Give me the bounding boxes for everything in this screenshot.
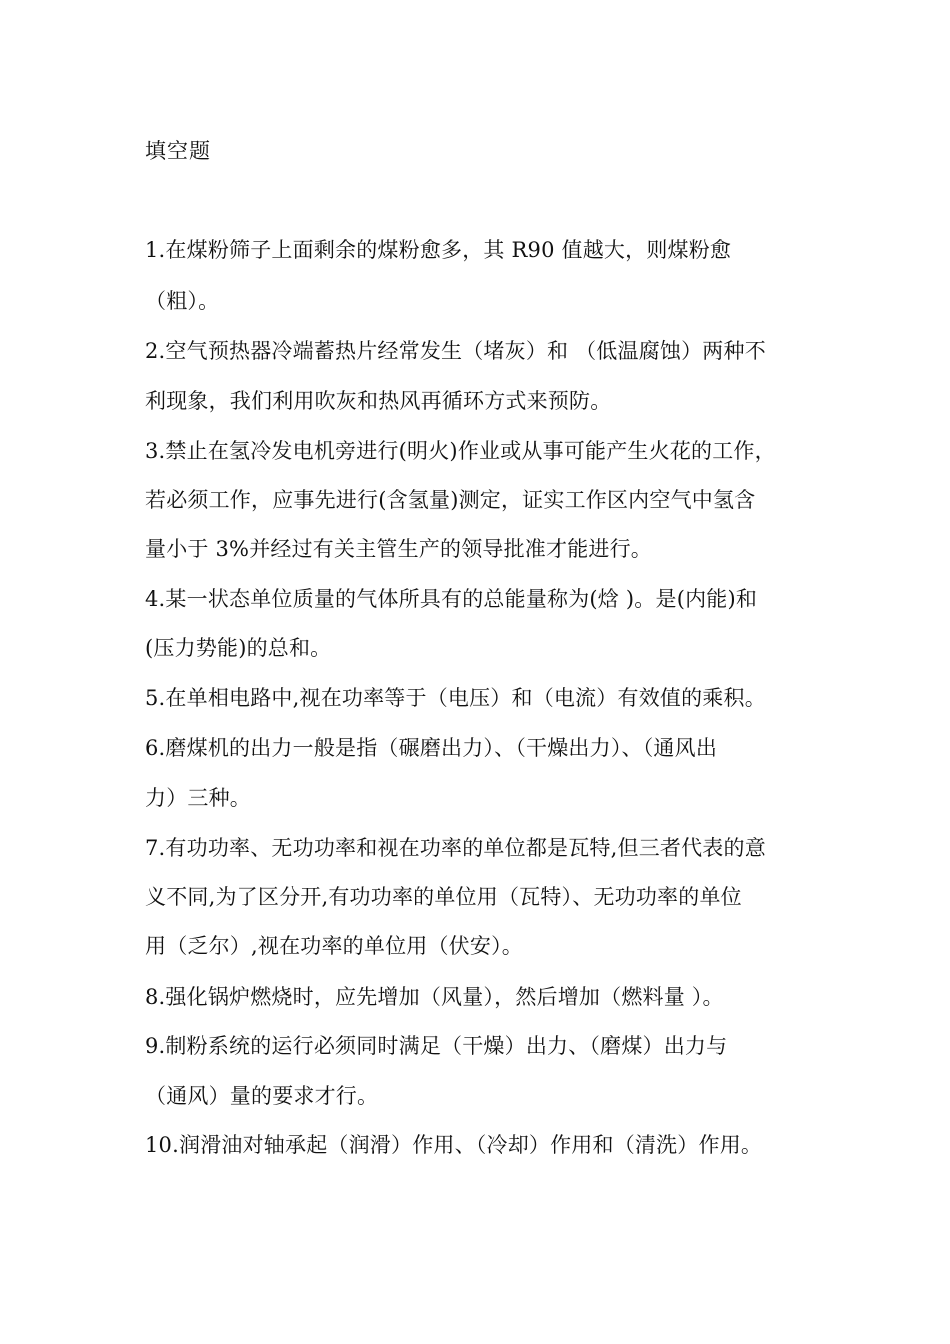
text-line-7: 量小于 3%并经过有关主管生产的领导批准才能进行。: [145, 537, 652, 561]
text-line-5: 3.禁止在氢冷发电机旁进行(明火)作业或从事可能产生火花的工作，: [145, 439, 776, 463]
text-line-17: 9.制粉系统的运行必须同时满足（干燥）出力、（磨煤）出力与: [145, 1034, 728, 1058]
text-line-15: 用（乏尔）,视在功率的单位用（伏安）。: [145, 934, 523, 958]
text-line-19: 10.润滑油对轴承起（润滑）作用、（冷却）作用和（清洗）作用。: [145, 1133, 763, 1157]
text-line-18: （通风）量的要求才行。: [145, 1084, 379, 1108]
text-line-2: （粗）。: [145, 289, 220, 313]
text-line-6: 若必须工作，应事先进行(含氢量)测定，证实工作区内空气中氢含: [145, 488, 756, 512]
text-line-14: 义不同,为了区分开,有功功率的单位用（瓦特）、无功功率的单位: [145, 885, 742, 909]
text-line-8: 4.某一状态单位质量的气体所具有的总能量称为(焓 )。是(内能)和: [145, 587, 758, 611]
text-line-10: 5.在单相电路中,视在功率等于（电压）和（电流）有效值的乘积。: [145, 686, 766, 710]
text-line-3: 2.空气预热器冷端蓄热片经常发生（堵灰）和 （低温腐蚀）两种不: [145, 339, 766, 363]
text-line-4: 利现象，我们利用吹灰和热风再循环方式来预防。: [145, 389, 612, 413]
text-line-1: 1.在煤粉筛子上面剩余的煤粉愈多，其 R90 值越大，则煤粉愈: [145, 238, 732, 262]
text-line-13: 7.有功功率、无功功率和视在功率的单位都是瓦特,但三者代表的意: [145, 836, 766, 860]
text-line-11: 6.磨煤机的出力一般是指（碾磨出力）、（干燥出力）、（通风出: [145, 736, 718, 760]
text-line-12: 力）三种。: [145, 786, 251, 810]
text-line-16: 8.强化锅炉燃烧时，应先增加（风量），然后增加（燃料量 ）。: [145, 985, 724, 1009]
page-title: 填空题: [145, 139, 211, 163]
text-line-9: (压力势能)的总和。: [145, 636, 332, 660]
